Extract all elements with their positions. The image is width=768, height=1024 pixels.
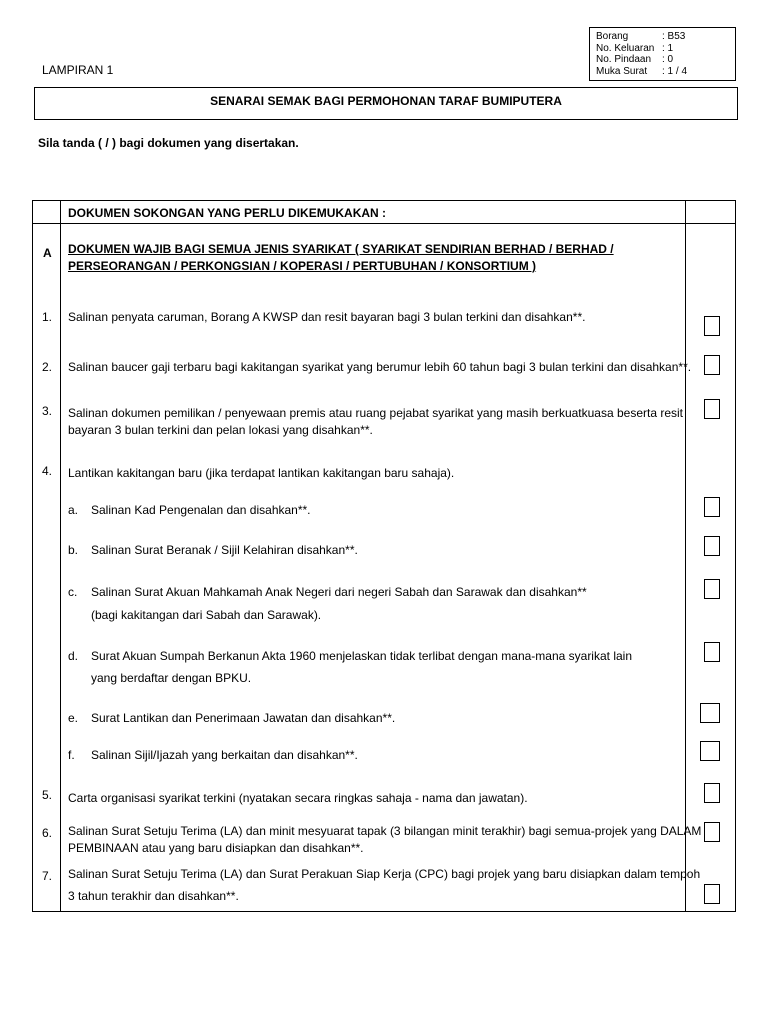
checkbox-item-4b[interactable]: [704, 536, 720, 556]
subitem-text: yang berdaftar dengan BPKU.: [91, 671, 252, 685]
subitem-text: Salinan Kad Pengenalan dan disahkan**.: [91, 503, 311, 517]
subitem-letter: f.: [68, 748, 75, 762]
checkbox-item-7[interactable]: [704, 884, 720, 904]
item-text: Salinan Surat Setuju Terima (LA) dan minit mesyuarat tapak (3 bilangan minit terakhir) bagi semua-projek yang DALAM: [68, 824, 702, 838]
form-meta-value: : 1: [662, 42, 674, 54]
section-letter: A: [43, 246, 52, 260]
item-number: 7.: [42, 869, 53, 883]
lampiran-label: LAMPIRAN 1: [42, 63, 114, 77]
form-meta-row: [596, 43, 735, 55]
checkbox-item-2[interactable]: [704, 355, 720, 375]
item-text: Salinan baucer gaji terbaru bagi kakitangan syarikat yang berumur lebih 60 tahun bagi 3 bulan terkini dan disahkan**.: [68, 360, 692, 374]
form-meta-value: : B53: [662, 31, 686, 42]
item-text: PEMBINAAN atau yang baru disiapkan dan disahkan**.: [68, 841, 364, 855]
item-text: Salinan penyata caruman, Borang A KWSP dan resit bayaran bagi 3 bulan terkini dan disahkan**.: [68, 310, 586, 324]
form-meta-label: Borang: [596, 31, 629, 42]
subitem-letter: c.: [68, 585, 78, 599]
item-number: 1.: [42, 310, 53, 324]
item-number: 6.: [42, 826, 53, 840]
subitem-letter: a.: [68, 503, 79, 517]
checkbox-item-1[interactable]: [704, 316, 720, 336]
subitem-text: (bagi kakitangan dari Sabah dan Sarawak).: [91, 608, 322, 622]
form-meta-row: [596, 54, 735, 66]
column-divider: [685, 201, 686, 911]
column-divider: [60, 201, 61, 911]
item-text: Carta organisasi syarikat terkini (nyatakan secara ringkas sahaja - nama dan jawatan).: [68, 791, 528, 805]
checkbox-item-4e[interactable]: [700, 703, 720, 723]
checkbox-item-5[interactable]: [704, 783, 720, 803]
subitem-letter: e.: [68, 711, 79, 725]
item-number: 2.: [42, 360, 53, 374]
item-text: Salinan dokumen pemilikan / penyewaan premis atau ruang pejabat syarikat yang masih berkuatkuasa beserta resit: [68, 406, 684, 420]
section-title: PERSEORANGAN / PERKONGSIAN / KOPERASI / PERTUBUHAN / KONSORTIUM ): [68, 259, 537, 273]
checkbox-item-3[interactable]: [704, 399, 720, 419]
instruction-text: Sila tanda ( / ) bagi dokumen yang disertakan.: [38, 136, 299, 150]
checkbox-item-4a[interactable]: [704, 497, 720, 517]
table-header: DOKUMEN SOKONGAN YANG PERLU DIKEMUKAKAN :: [68, 206, 387, 220]
item-number: 3.: [42, 404, 53, 418]
subitem-text: Salinan Surat Akuan Mahkamah Anak Negeri dari negeri Sabah dan Sarawak dan disahkan**: [91, 585, 587, 599]
form-meta-row: [596, 66, 735, 78]
form-meta-row: [596, 31, 735, 43]
checkbox-item-4f[interactable]: [700, 741, 720, 761]
form-meta-label: Muka Surat: [596, 65, 648, 77]
subitem-letter: b.: [68, 543, 79, 557]
item-text: bayaran 3 bulan terkini dan pelan lokasi yang disahkan**.: [68, 423, 373, 437]
checklist-table: [32, 200, 736, 912]
subitem-text: Salinan Sijil/Ijazah yang berkaitan dan disahkan**.: [91, 748, 358, 762]
item-text: Lantikan kakitangan baru (jika terdapat lantikan kakitangan baru sahaja).: [68, 466, 455, 480]
subitem-letter: d.: [68, 649, 79, 663]
header-divider: [33, 223, 735, 224]
item-text: 3 tahun terakhir dan disahkan**.: [68, 889, 239, 903]
item-text: Salinan Surat Setuju Terima (LA) dan Surat Perakuan Siap Kerja (CPC) bagi projek yang baru disiapkan dalam tempoh: [68, 867, 701, 881]
form-meta-label: No. Pindaan: [596, 54, 652, 65]
section-title: DOKUMEN WAJIB BAGI SEMUA JENIS SYARIKAT ( SYARIKAT SENDIRIAN BERHAD / BERHAD /: [68, 242, 614, 256]
checkbox-item-4d[interactable]: [704, 642, 720, 662]
subitem-text: Salinan Surat Beranak / Sijil Kelahiran disahkan**.: [91, 543, 358, 557]
subitem-text: Surat Akuan Sumpah Berkanun Akta 1960 menjelaskan tidak terlibat dengan mana-mana syarikat lain: [91, 649, 632, 663]
page-title: SENARAI SEMAK BAGI PERMOHONAN TARAF BUMIPUTERA: [34, 87, 738, 120]
subitem-text: Surat Lantikan dan Penerimaan Jawatan dan disahkan**.: [91, 711, 396, 725]
form-meta-value: : 1 / 4: [662, 65, 688, 77]
form-meta-box: [589, 27, 736, 81]
item-number: 4.: [42, 464, 53, 478]
checkbox-item-4c[interactable]: [704, 579, 720, 599]
item-number: 5.: [42, 788, 53, 802]
checkbox-item-6[interactable]: [704, 822, 720, 842]
form-meta-label: No. Keluaran: [596, 42, 655, 54]
form-meta-value: : 0: [662, 54, 674, 65]
